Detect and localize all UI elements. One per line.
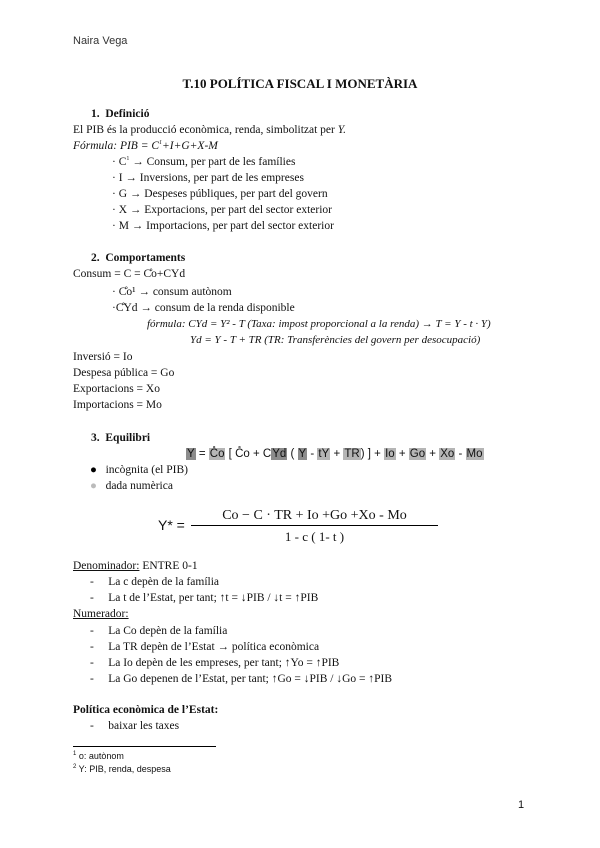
section-1-heading: 1. Definició xyxy=(91,108,150,120)
politica-heading: Política econòmica de l’Estat: xyxy=(73,704,219,716)
legend-numeric: ● dada numèrica xyxy=(90,480,173,492)
consum-formula: Consum = C = C̊o+CYd xyxy=(73,268,186,280)
equilibrium-equation: Y = C̊o [ C̊o + CYd ( Y - tY + TR) ] + Io + Go + Xo - Mo xyxy=(187,448,483,460)
footnote-separator xyxy=(73,746,216,747)
section-3-heading: 3. Equilibri xyxy=(91,432,151,444)
bullet-dark-icon: ● xyxy=(90,464,97,476)
section-1-item: · $C^1$ → Consum, per part de les famílies xyxy=(112,156,296,168)
footnote: $^1$ o: autònom xyxy=(73,751,124,761)
ystar-label: Y* = xyxy=(158,517,185,533)
section-1-item: · M → Importacions, per part del sector exterior xyxy=(112,220,334,232)
section-2-heading: 2. Comportaments xyxy=(91,252,186,264)
section-1-item: · I → Inversions, per part de les empreses xyxy=(112,172,304,184)
page-number: 1 xyxy=(518,799,525,811)
numerador-item: - La Io depèn de les empreses, per tant; ↑Yo = ↑PIB xyxy=(90,657,340,669)
section-2-item: ·C̊Yd → consum de la renda disponible xyxy=(112,302,295,314)
numerador-item: - La Go depenen de l’Estat, per tant; ↑Go = ↓PIB / ↓Go = ↑PIB xyxy=(90,673,393,685)
bullet-light-icon: ● xyxy=(90,480,97,492)
politica-item: - baixar les taxes xyxy=(90,720,180,732)
footnote: $^2$ Y: PIB, renda, despesa xyxy=(73,764,171,774)
numerador-item: - La TR depèn de l’Estat → política econòmica xyxy=(90,641,320,653)
despesa-line: Despesa pública = Go xyxy=(73,367,175,379)
importacions-line: Importacions = Mo xyxy=(73,399,162,411)
fraction-line xyxy=(191,525,438,526)
section-1-intro: El PIB és la producció econòmica, renda, simbolitzat per Y. xyxy=(73,124,346,136)
exportacions-line: Exportacions = Xo xyxy=(73,383,160,395)
page-header-author: Naira Vega xyxy=(73,35,128,47)
yd-formula: Yd = Y - T + TR (TR: Transferències del govern per desocupació) xyxy=(190,334,481,346)
section-1-formula: Fórmula: PIB = $C^1+I+G+X-M$ xyxy=(73,140,218,152)
section-1-item: · G → Despeses públiques, per part del govern xyxy=(112,188,328,200)
numerador-heading: Numerador: xyxy=(73,608,129,620)
legend-unknown: ● incògnita (el PIB) xyxy=(90,464,188,476)
section-1-item: · X → Exportacions, per part del sector exterior xyxy=(112,204,333,216)
cyd-formula: fórmula: CYd = Y² - T (Taxa: impost proporcional a la renda) → T = Y - t · Y) xyxy=(147,318,491,330)
denominador-item: - La c depèn de la família xyxy=(90,576,220,588)
numerador-item: - La Co depèn de la família xyxy=(90,625,228,637)
denominador-heading: Denominador: ENTRE 0-1 xyxy=(73,560,198,572)
fraction-denominator: 1 - c ( 1- t ) xyxy=(284,529,345,544)
denominador-item: - La t de l’Estat, per tant; ↑t = ↓PIB / ↓t = ↑PIB xyxy=(90,592,319,604)
document-title: T.10 POLÍTICA FISCAL I MONETÀRIA xyxy=(182,76,418,91)
section-2-item: · C̊o¹ → consum autònom xyxy=(112,286,232,298)
fraction-numerator: Co − C · TR + Io +Go +Xo - Mo xyxy=(222,508,407,523)
inversio-line: Inversió = Io xyxy=(73,351,133,363)
